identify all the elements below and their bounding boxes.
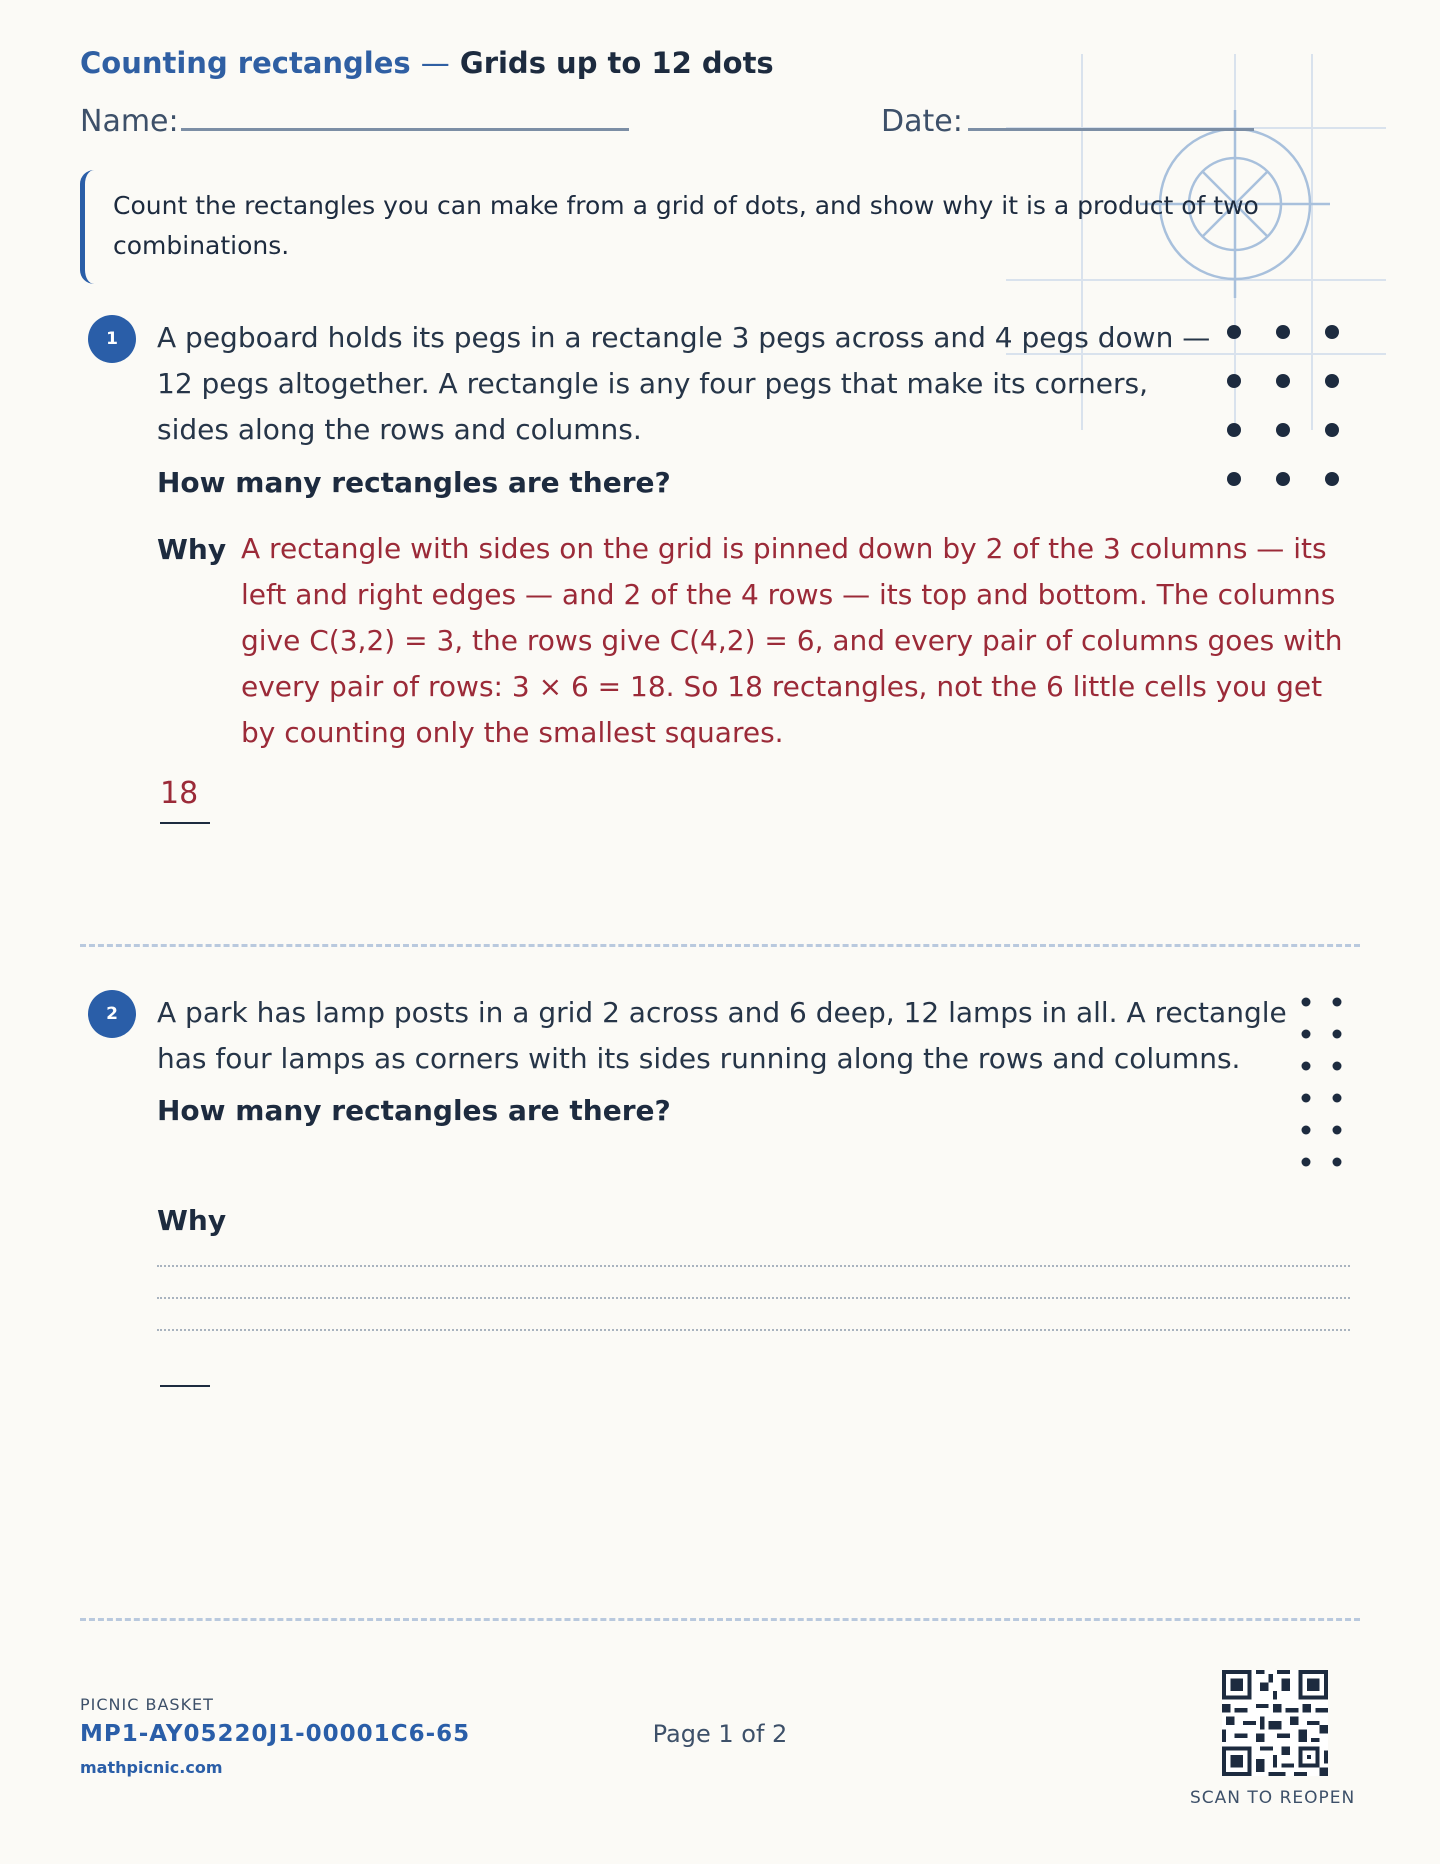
question-1-answer-line[interactable] [160,822,210,824]
grid-dot [1302,998,1311,1007]
footer-website-link[interactable]: mathpicnic.com [80,1758,223,1777]
scan-to-reopen-label: SCAN TO REOPEN [1190,1788,1356,1808]
question-2-writing-line[interactable] [157,1265,1350,1267]
grid-dot [1227,423,1241,437]
question-1-text [157,315,1210,453]
grid-dot [1325,374,1339,388]
question-1-answer: 18 [160,776,199,811]
grid-dot [1302,1126,1311,1135]
question-1-line: A pegboard holds its pegs in a rectangle 3 pegs across and 4 pegs down — [157,321,1211,354]
grid-dot [1276,374,1290,388]
question-2-number-badge: 2 [88,990,136,1038]
question-1-line: 12 pegs altogether. A rectangle is any four pegs that make its corners, [157,367,1149,400]
intro-text: Count the rectangles you can make from a grid of dots, and show why it is a product of two combinations. [113,191,1259,260]
question-1-why-label: Why [157,533,227,566]
footer-worksheet-code: MP1-AY05220J1-00001C6-65 [80,1721,471,1747]
worksheet-title [80,46,774,80]
grid-dot [1333,1062,1342,1071]
question-1-why-answer: A rectangle with sides on the grid is pinned down by 2 of the 3 columns — its left and right edges — and 2 of the 4 rows — its top and bottom. The columns give C(3,2) = 3, the rows give C(4,2) = 6, and every pair of columns goes with every pair of rows: 3 × 6 = 18. So 18 rectangles, not the 6 little cells you get by counting only the smallest squares. [241,532,1343,749]
question-2-ask: How many rectangles are there? [157,1094,671,1127]
grid-dot [1227,472,1241,486]
date-label: Date: [881,104,963,139]
grid-dot [1333,1030,1342,1039]
question-1-line: sides along the rows and columns. [157,413,642,446]
grid-dot [1227,325,1241,339]
question-2-writing-line[interactable] [157,1297,1350,1299]
name-label: Name: [80,104,179,139]
grid-dot [1302,1094,1311,1103]
grid-dot [1276,325,1290,339]
grid-dot [1302,1158,1311,1167]
question-2-answer-line[interactable] [160,1385,210,1387]
question-1-ask: How many rectangles are there? [157,466,671,499]
grid-dot [1333,998,1342,1007]
name-field[interactable] [181,128,629,131]
footer-brand: PICNIC BASKET [80,1695,214,1714]
question-2-why-label: Why [157,1204,227,1237]
date-field[interactable] [968,128,1254,131]
grid-dot [1276,423,1290,437]
title-topic: Counting rectangles [80,46,411,80]
grid-dot [1325,472,1339,486]
grid-dot [1302,1030,1311,1039]
grid-dot [1227,374,1241,388]
question-2-line: A park has lamp posts in a grid 2 across and 6 deep, 12 lamps in all. A rectangle [157,996,1287,1029]
footer-divider [80,1618,1360,1621]
grid-dot [1333,1126,1342,1135]
question-2-text [157,990,1287,1082]
grid-dot [1333,1158,1342,1167]
title-dash: — [420,46,450,80]
question-1-dot-grid [1220,318,1350,498]
section-divider [80,944,1360,947]
question-1-number-badge: 1 [88,315,136,363]
question-2-line: has four lamps as corners with its sides running along the rows and columns. [157,1042,1241,1075]
grid-dot [1333,1094,1342,1103]
grid-dot [1302,1062,1311,1071]
question-2-writing-line[interactable] [157,1329,1350,1331]
qr-code-icon[interactable] [1222,1670,1328,1776]
intro-callout [80,170,1330,284]
grid-dot [1325,325,1339,339]
title-subtitle: Grids up to 12 dots [459,46,774,80]
question-2-dot-grid [1290,990,1350,1170]
page-number: Page 1 of 2 [652,1720,788,1748]
grid-dot [1276,472,1290,486]
grid-dot [1325,423,1339,437]
